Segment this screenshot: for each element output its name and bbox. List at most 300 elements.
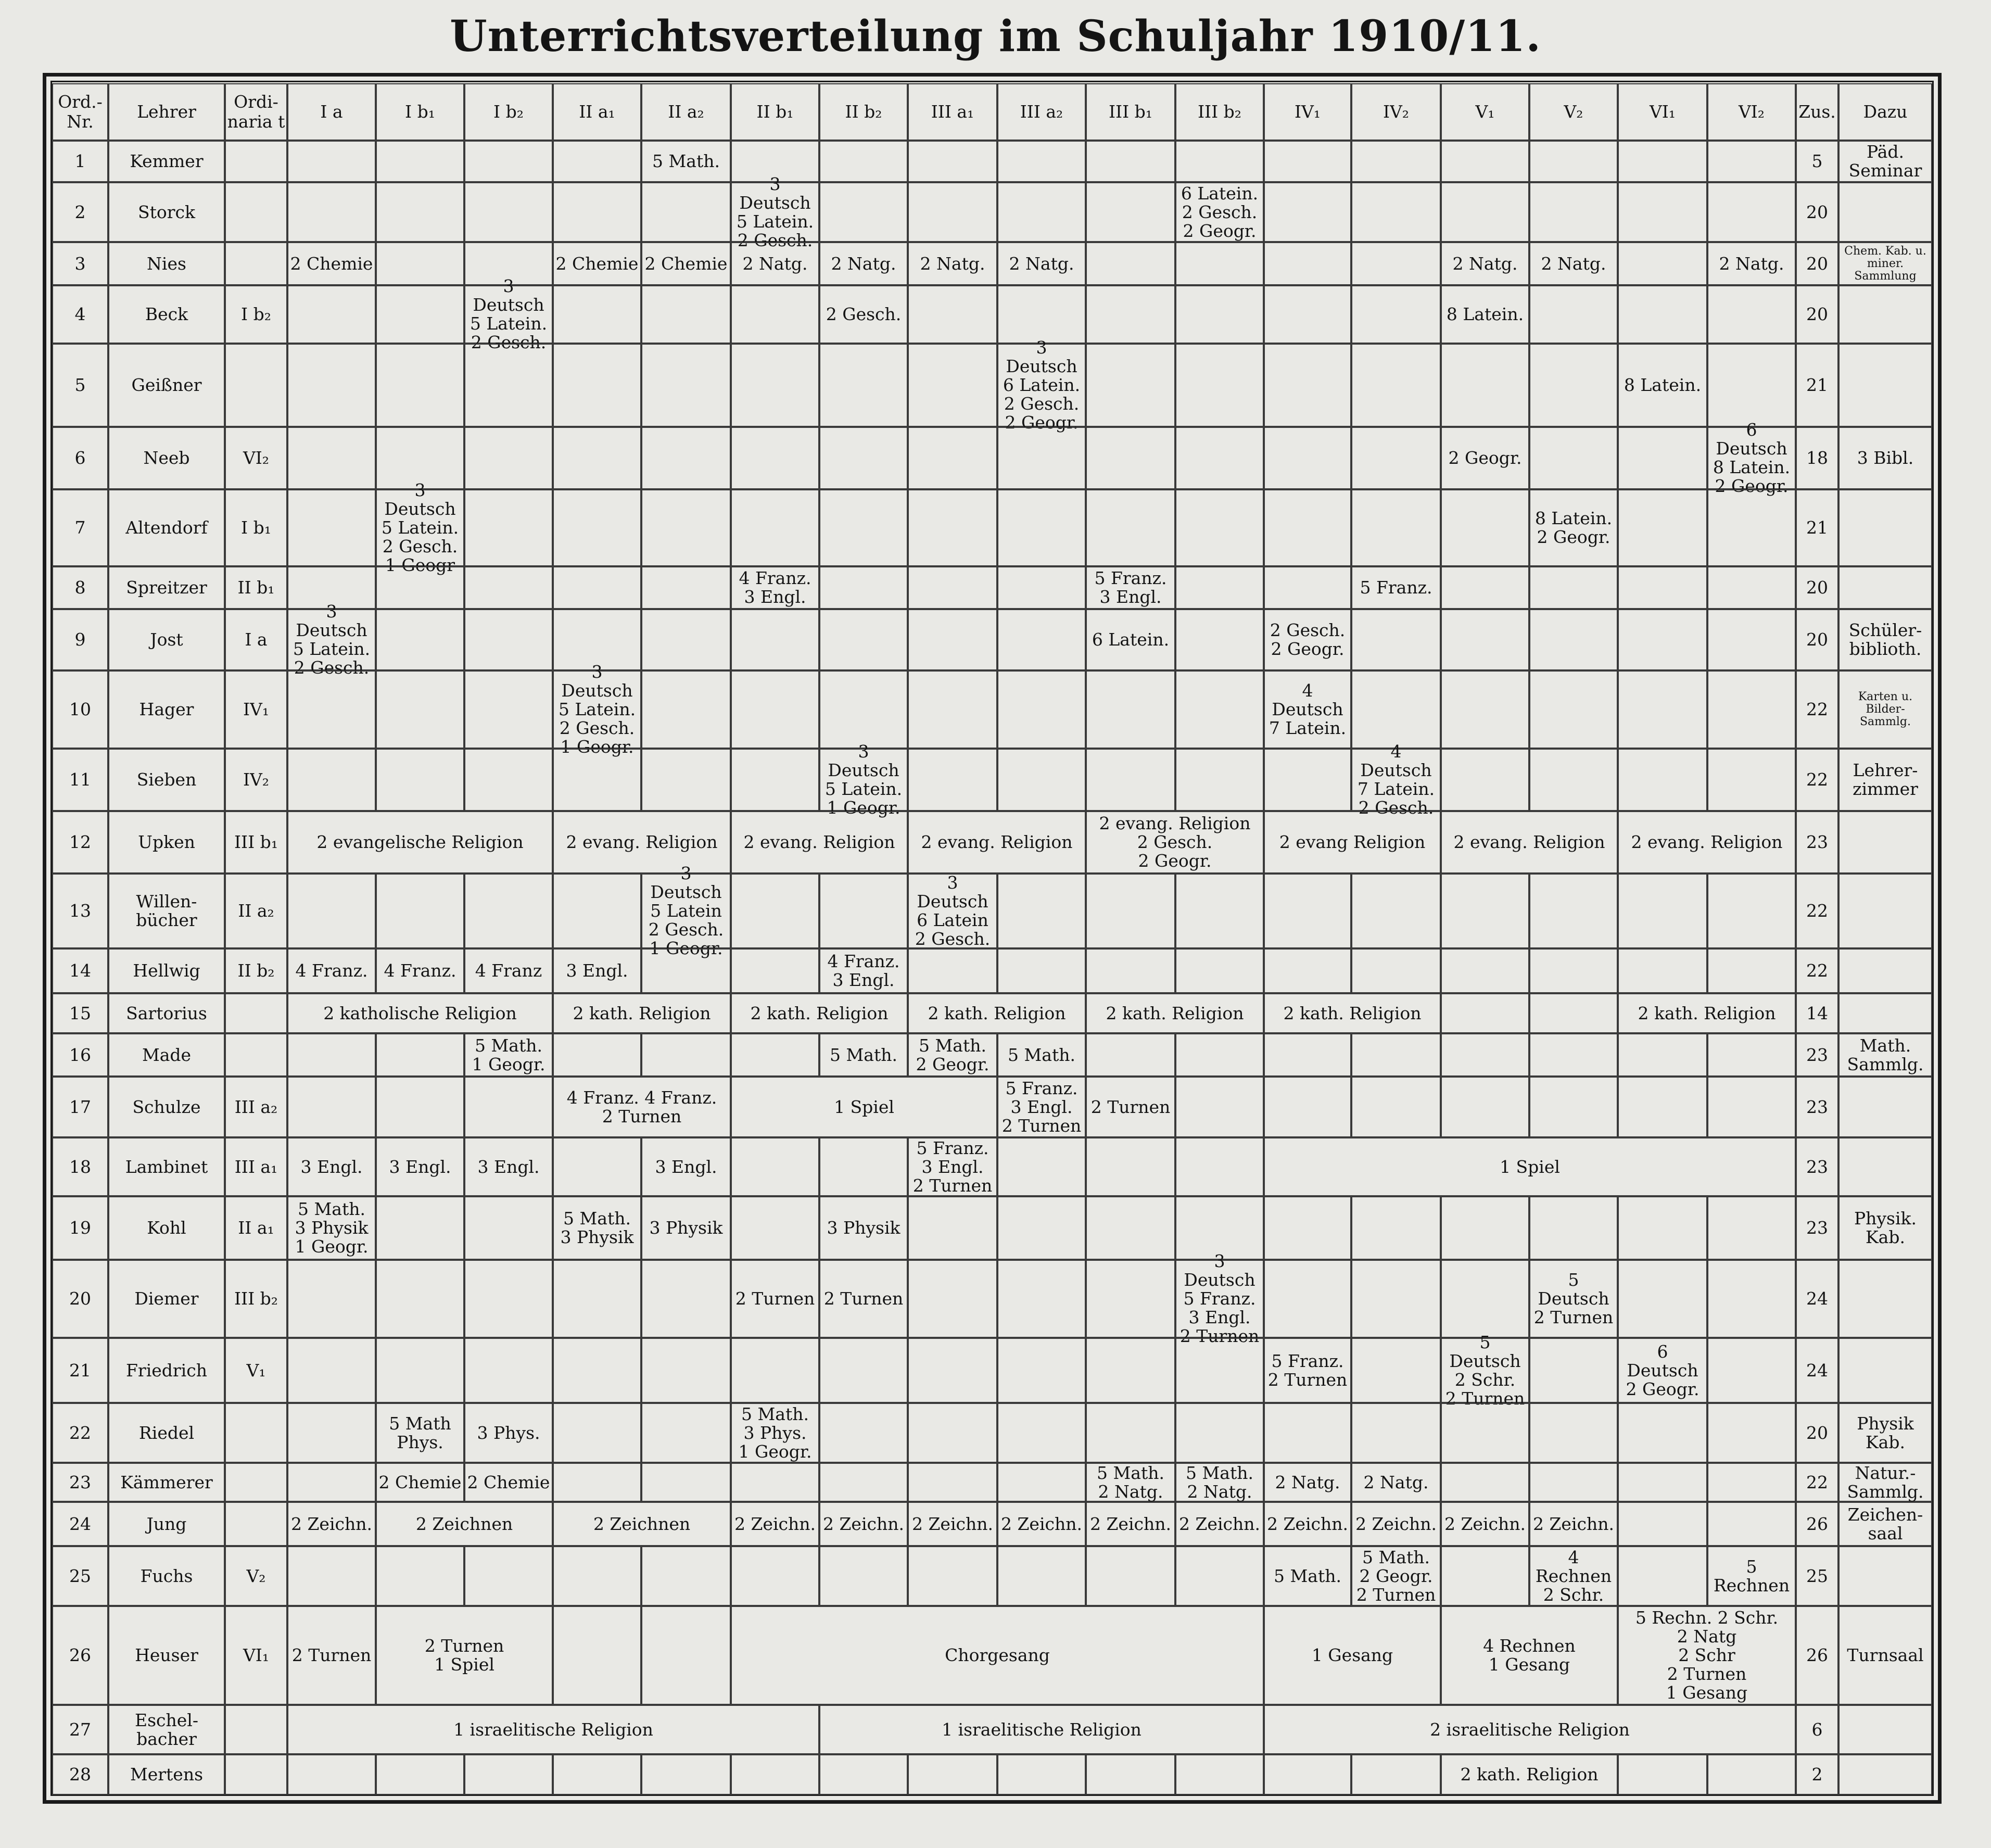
empty-cell: [1086, 489, 1175, 566]
empty-cell: [1086, 874, 1175, 948]
empty-cell: [1441, 344, 1529, 427]
empty-cell: [1707, 1338, 1796, 1403]
empty-cell: [1618, 427, 1707, 489]
empty-cell: [819, 489, 908, 566]
empty-cell: [1086, 141, 1175, 182]
row-number: 18: [52, 1137, 108, 1196]
lesson-cell: 6 Latein. 2 Gesch. 2 Geogr.: [1175, 182, 1264, 242]
ordinariat-cell: III a₁: [225, 1137, 287, 1196]
row-number: 25: [52, 1546, 108, 1606]
empty-cell: [1264, 1033, 1351, 1077]
empty-cell: [1707, 749, 1796, 811]
total-hours: 6: [1796, 1705, 1838, 1754]
empty-cell: [1086, 1338, 1175, 1403]
extra-duty: [1838, 1546, 1932, 1606]
extra-duty: Math. Sammlg.: [1838, 1033, 1932, 1077]
lesson-cell: 3 Engl.: [553, 948, 641, 993]
lesson-cell: 3 Engl.: [464, 1137, 553, 1196]
empty-cell: [376, 285, 464, 344]
lesson-cell: 3 Deutsch 5 Latein. 2 Gesch.: [464, 285, 553, 344]
empty-cell: [1175, 1403, 1264, 1463]
empty-cell: [1707, 609, 1796, 670]
empty-cell: [376, 1754, 464, 1795]
lesson-cell: 2 Zeichn.: [819, 1502, 908, 1546]
row-number: 21: [52, 1338, 108, 1403]
extra-duty: [1838, 993, 1932, 1033]
lesson-cell: 5 Math.: [1264, 1546, 1351, 1606]
empty-cell: [553, 874, 641, 948]
empty-cell: [287, 1033, 376, 1077]
lesson-cell: 2 Natg.: [1264, 1463, 1351, 1502]
empty-cell: [287, 1260, 376, 1338]
empty-cell: [908, 1754, 997, 1795]
empty-cell: [376, 344, 464, 427]
empty-cell: [1175, 285, 1264, 344]
empty-cell: [1264, 344, 1351, 427]
row-number: 10: [52, 670, 108, 749]
column-header: VI₁: [1618, 83, 1707, 141]
empty-cell: [1618, 182, 1707, 242]
empty-cell: [1441, 670, 1529, 749]
empty-cell: [641, 182, 731, 242]
empty-cell: [1618, 948, 1707, 993]
empty-cell: [1264, 874, 1351, 948]
empty-cell: [1175, 948, 1264, 993]
empty-cell: [1441, 566, 1529, 609]
lesson-cell: 2 Natg.: [1441, 242, 1529, 285]
empty-cell: [731, 948, 819, 993]
empty-cell: [1529, 427, 1618, 489]
empty-cell: [997, 670, 1086, 749]
extra-duty: Turnsaal: [1838, 1606, 1932, 1705]
ordinariat-cell: [225, 993, 287, 1033]
empty-cell: [641, 427, 731, 489]
lesson-cell: 3 Physik: [641, 1196, 731, 1260]
empty-cell: [641, 670, 731, 749]
empty-cell: [1707, 1463, 1796, 1502]
row-number: 7: [52, 489, 108, 566]
lesson-cell: 2 kath. Religion: [1086, 993, 1264, 1033]
empty-cell: [287, 1754, 376, 1795]
empty-cell: [1618, 874, 1707, 948]
lesson-cell: 1 Gesang: [1264, 1606, 1441, 1705]
empty-cell: [1618, 1403, 1707, 1463]
empty-cell: [641, 948, 731, 993]
empty-cell: [997, 874, 1086, 948]
lesson-cell: 2 Zeichnen: [376, 1502, 553, 1546]
empty-cell: [376, 1033, 464, 1077]
empty-cell: [1707, 948, 1796, 993]
lesson-cell: 2 evang Religion: [1264, 811, 1441, 874]
empty-cell: [641, 1606, 731, 1705]
empty-cell: [1441, 749, 1529, 811]
row-number: 23: [52, 1463, 108, 1502]
empty-cell: [553, 1546, 641, 1606]
empty-cell: [1441, 609, 1529, 670]
lesson-cell: 2 Zeichn.: [287, 1502, 376, 1546]
empty-cell: [1618, 749, 1707, 811]
empty-cell: [997, 489, 1086, 566]
empty-cell: [1441, 874, 1529, 948]
teacher-name: Beck: [108, 285, 225, 344]
lesson-cell: 3 Deutsch 6 Latein. 2 Gesch. 2 Geogr.: [997, 344, 1086, 427]
row-number: 13: [52, 874, 108, 948]
row-number: 9: [52, 609, 108, 670]
empty-cell: [1707, 285, 1796, 344]
empty-cell: [1175, 1196, 1264, 1260]
empty-cell: [819, 1546, 908, 1606]
empty-cell: [1351, 1077, 1441, 1137]
lesson-cell: 2 Gesch.: [819, 285, 908, 344]
empty-cell: [464, 141, 553, 182]
empty-cell: [908, 182, 997, 242]
teacher-name: Lambinet: [108, 1137, 225, 1196]
column-header: Dazu: [1838, 83, 1932, 141]
empty-cell: [1707, 670, 1796, 749]
lesson-cell: 5 Math.: [997, 1033, 1086, 1077]
total-hours: 23: [1796, 1137, 1838, 1196]
lesson-cell: 4 Deutsch 7 Latein. 2 Gesch.: [1351, 749, 1441, 811]
teacher-name: Jost: [108, 609, 225, 670]
empty-cell: [553, 1338, 641, 1403]
row-number: 26: [52, 1606, 108, 1705]
empty-cell: [997, 182, 1086, 242]
lesson-cell: 2 evang. Religion: [908, 811, 1086, 874]
teacher-name: Storck: [108, 182, 225, 242]
extra-duty: [1838, 874, 1932, 948]
total-hours: 20: [1796, 182, 1838, 242]
extra-duty: Natur.- Sammlg.: [1838, 1463, 1932, 1502]
total-hours: 22: [1796, 948, 1838, 993]
lesson-cell: 4 Franz. 3 Engl.: [819, 948, 908, 993]
empty-cell: [1086, 182, 1175, 242]
empty-cell: [1086, 1137, 1175, 1196]
total-hours: 22: [1796, 1463, 1838, 1502]
empty-cell: [1529, 993, 1618, 1033]
total-hours: 26: [1796, 1606, 1838, 1705]
lesson-cell: 2 Geogr.: [1441, 427, 1529, 489]
lesson-cell: 2 Zeichn.: [1175, 1502, 1264, 1546]
empty-cell: [1264, 948, 1351, 993]
lesson-cell: 2 Zeichn.: [908, 1502, 997, 1546]
lesson-cell: 5 Math Phys.: [376, 1403, 464, 1463]
empty-cell: [464, 182, 553, 242]
empty-cell: [908, 141, 997, 182]
empty-cell: [1351, 489, 1441, 566]
empty-cell: [1351, 670, 1441, 749]
lesson-cell: 2 Zeichn.: [731, 1502, 819, 1546]
column-header: I b₂: [464, 83, 553, 141]
lesson-cell: 4 Franz.: [376, 948, 464, 993]
lesson-cell: 2 kath. Religion: [1441, 1754, 1618, 1795]
empty-cell: [1529, 1196, 1618, 1260]
empty-cell: [731, 344, 819, 427]
extra-duty: Physik Kab.: [1838, 1403, 1932, 1463]
row-number: 19: [52, 1196, 108, 1260]
lesson-cell: 5 Math. 2 Natg.: [1086, 1463, 1175, 1502]
empty-cell: [908, 749, 997, 811]
teacher-name: Willen- bücher: [108, 874, 225, 948]
ordinariat-cell: [225, 182, 287, 242]
empty-cell: [1175, 489, 1264, 566]
lesson-cell: 3 Deutsch 5 Latein. 2 Gesch.: [731, 182, 819, 242]
lesson-cell: 2 Turnen: [819, 1260, 908, 1338]
empty-cell: [376, 874, 464, 948]
empty-cell: [1175, 670, 1264, 749]
empty-cell: [997, 1754, 1086, 1795]
lesson-cell: 5 Math. 3 Physik 1 Geogr.: [287, 1196, 376, 1260]
lesson-cell: 2 Zeichn.: [1086, 1502, 1175, 1546]
empty-cell: [1441, 1546, 1529, 1606]
ordinariat-cell: III b₁: [225, 811, 287, 874]
empty-cell: [464, 344, 553, 427]
empty-cell: [1618, 566, 1707, 609]
extra-duty: Zeichen- saal: [1838, 1502, 1932, 1546]
teacher-name: Eschel- bacher: [108, 1705, 225, 1754]
empty-cell: [641, 566, 731, 609]
lesson-cell: 4 Franz. 4 Franz. 2 Turnen: [553, 1077, 731, 1137]
page-title: Unterrichtsverteilung im Schuljahr 1910/11.: [450, 11, 1541, 61]
row-number: 1: [52, 141, 108, 182]
empty-cell: [997, 1403, 1086, 1463]
empty-cell: [1529, 182, 1618, 242]
extra-duty: Schüler- biblioth.: [1838, 609, 1932, 670]
empty-cell: [1175, 1338, 1264, 1403]
empty-cell: [641, 344, 731, 427]
empty-cell: [1618, 489, 1707, 566]
empty-cell: [819, 427, 908, 489]
lesson-cell: 5 Math. 2 Geogr.: [908, 1033, 997, 1077]
lesson-cell: 2 evangelische Religion: [287, 811, 553, 874]
teacher-name: Diemer: [108, 1260, 225, 1338]
empty-cell: [287, 1077, 376, 1137]
lesson-cell: 4 Rechnen 2 Schr.: [1529, 1546, 1618, 1606]
column-header: II b₁: [731, 83, 819, 141]
empty-cell: [553, 749, 641, 811]
column-header: Ordi- naria t: [225, 83, 287, 141]
empty-cell: [1441, 1403, 1529, 1463]
extra-duty: [1838, 1260, 1932, 1338]
empty-cell: [908, 344, 997, 427]
empty-cell: [287, 427, 376, 489]
empty-cell: [1529, 670, 1618, 749]
empty-cell: [1618, 1077, 1707, 1137]
empty-cell: [1441, 993, 1529, 1033]
empty-cell: [641, 1403, 731, 1463]
lesson-cell: 5 Rechnen: [1707, 1546, 1796, 1606]
column-header: IV₂: [1351, 83, 1441, 141]
total-hours: 24: [1796, 1338, 1838, 1403]
empty-cell: [819, 1754, 908, 1795]
lesson-cell: 1 Spiel: [1264, 1137, 1796, 1196]
total-hours: 25: [1796, 1546, 1838, 1606]
empty-cell: [1264, 1754, 1351, 1795]
empty-cell: [376, 670, 464, 749]
empty-cell: [376, 749, 464, 811]
teacher-name: Spreitzer: [108, 566, 225, 609]
lesson-cell: 2 Natg.: [1707, 242, 1796, 285]
lesson-cell: 2 Zeichn.: [1529, 1502, 1618, 1546]
empty-cell: [287, 749, 376, 811]
lesson-cell: 8 Latein.: [1441, 285, 1529, 344]
row-number: 24: [52, 1502, 108, 1546]
extra-duty: 3 Bibl.: [1838, 427, 1932, 489]
ordinariat-cell: II b₁: [225, 566, 287, 609]
extra-duty: Chem. Kab. u. miner. Sammlung: [1838, 242, 1932, 285]
empty-cell: [464, 489, 553, 566]
lesson-cell: 2 Chemie: [464, 1463, 553, 1502]
lesson-cell: 2 Turnen: [287, 1606, 376, 1705]
empty-cell: [553, 489, 641, 566]
ordinariat-cell: [225, 1403, 287, 1463]
total-hours: 22: [1796, 749, 1838, 811]
empty-cell: [553, 1260, 641, 1338]
lesson-cell: 5 Math. 1 Geogr.: [464, 1033, 553, 1077]
ordinariat-cell: [225, 1463, 287, 1502]
empty-cell: [641, 285, 731, 344]
empty-cell: [908, 1546, 997, 1606]
lesson-cell: 2 Chemie: [641, 242, 731, 285]
empty-cell: [819, 1403, 908, 1463]
empty-cell: [1086, 242, 1175, 285]
row-number: 28: [52, 1754, 108, 1795]
lesson-cell: 2 Turnen 1 Spiel: [376, 1606, 553, 1705]
lesson-cell: 3 Deutsch 5 Franz. 3 Engl. 2 Turnen: [1175, 1260, 1264, 1338]
total-hours: 2: [1796, 1754, 1838, 1795]
lesson-cell: 6 Deutsch 8 Latein. 2 Geogr.: [1707, 427, 1796, 489]
empty-cell: [1707, 141, 1796, 182]
empty-cell: [731, 427, 819, 489]
empty-cell: [1351, 1403, 1441, 1463]
empty-cell: [819, 141, 908, 182]
ordinariat-cell: III b₂: [225, 1260, 287, 1338]
empty-cell: [1175, 1754, 1264, 1795]
empty-cell: [1086, 1546, 1175, 1606]
empty-cell: [376, 1077, 464, 1137]
lesson-cell: 2 Turnen: [731, 1260, 819, 1338]
empty-cell: [464, 609, 553, 670]
empty-cell: [1707, 182, 1796, 242]
empty-cell: [997, 1196, 1086, 1260]
empty-cell: [997, 1338, 1086, 1403]
total-hours: 20: [1796, 609, 1838, 670]
teacher-name: Hellwig: [108, 948, 225, 993]
empty-cell: [997, 427, 1086, 489]
empty-cell: [1529, 1338, 1618, 1403]
empty-cell: [641, 489, 731, 566]
empty-cell: [464, 1754, 553, 1795]
lesson-cell: 5 Franz.: [1351, 566, 1441, 609]
lesson-cell: 2 evang. Religion: [1441, 811, 1618, 874]
lesson-cell: 2 evang. Religion 2 Gesch. 2 Geogr.: [1086, 811, 1264, 874]
empty-cell: [1618, 609, 1707, 670]
empty-cell: [1175, 566, 1264, 609]
total-hours: 5: [1796, 141, 1838, 182]
empty-cell: [1351, 1754, 1441, 1795]
lesson-cell: 2 kath. Religion: [553, 993, 731, 1033]
lesson-cell: 5 Deutsch 2 Schr. 2 Turnen: [1441, 1338, 1529, 1403]
empty-cell: [1351, 1196, 1441, 1260]
lesson-cell: 3 Deutsch 5 Latein. 2 Gesch. 1 Geogr: [376, 489, 464, 566]
empty-cell: [1351, 182, 1441, 242]
empty-cell: [908, 427, 997, 489]
row-number: 20: [52, 1260, 108, 1338]
empty-cell: [1351, 609, 1441, 670]
empty-cell: [908, 489, 997, 566]
empty-cell: [1529, 566, 1618, 609]
empty-cell: [1707, 874, 1796, 948]
empty-cell: [1175, 749, 1264, 811]
empty-cell: [1086, 285, 1175, 344]
extra-duty: [1838, 285, 1932, 344]
lesson-cell: 4 Franz.: [287, 948, 376, 993]
empty-cell: [908, 285, 997, 344]
empty-cell: [287, 1546, 376, 1606]
teacher-name: Friedrich: [108, 1338, 225, 1403]
lesson-cell: 3 Deutsch 5 Latein 2 Gesch. 1 Geogr.: [641, 874, 731, 948]
lesson-cell: 1 Spiel: [731, 1077, 997, 1137]
empty-cell: [1351, 344, 1441, 427]
empty-cell: [731, 609, 819, 670]
empty-cell: [819, 344, 908, 427]
empty-cell: [464, 1260, 553, 1338]
empty-cell: [731, 1463, 819, 1502]
empty-cell: [1707, 344, 1796, 427]
empty-cell: [376, 242, 464, 285]
row-number: 12: [52, 811, 108, 874]
lesson-cell: 2 Chemie: [287, 242, 376, 285]
teacher-name: Altendorf: [108, 489, 225, 566]
lesson-cell: 5 Rechn. 2 Schr. 2 Natg 2 Schr 2 Turnen 1 Gesang: [1618, 1606, 1796, 1705]
extra-duty: [1838, 1338, 1932, 1403]
lesson-cell: 5 Math. 3 Physik: [553, 1196, 641, 1260]
empty-cell: [376, 182, 464, 242]
empty-cell: [1707, 1196, 1796, 1260]
empty-cell: [997, 141, 1086, 182]
teacher-name: Heuser: [108, 1606, 225, 1705]
column-header: III b₁: [1086, 83, 1175, 141]
ordinariat-cell: III a₂: [225, 1077, 287, 1137]
empty-cell: [1086, 749, 1175, 811]
empty-cell: [1618, 1546, 1707, 1606]
row-number: 5: [52, 344, 108, 427]
ordinariat-cell: [225, 344, 287, 427]
ordinariat-cell: VI₁: [225, 1606, 287, 1705]
lesson-cell: 5 Franz. 2 Turnen: [1264, 1338, 1351, 1403]
teacher-name: Hager: [108, 670, 225, 749]
lesson-cell: 2 Natg.: [1529, 242, 1618, 285]
empty-cell: [1441, 1260, 1529, 1338]
total-hours: 14: [1796, 993, 1838, 1033]
total-hours: 26: [1796, 1502, 1838, 1546]
empty-cell: [1707, 489, 1796, 566]
lesson-cell: Chorgesang: [731, 1606, 1264, 1705]
empty-cell: [1441, 182, 1529, 242]
lesson-cell: 8 Latein.: [1618, 344, 1707, 427]
lesson-cell: 3 Deutsch 5 Latein. 2 Gesch.: [287, 609, 376, 670]
empty-cell: [553, 182, 641, 242]
empty-cell: [1351, 427, 1441, 489]
empty-cell: [464, 1196, 553, 1260]
column-header: VI₂: [1707, 83, 1796, 141]
empty-cell: [1707, 1260, 1796, 1338]
empty-cell: [1351, 1338, 1441, 1403]
empty-cell: [1441, 1196, 1529, 1260]
empty-cell: [1086, 427, 1175, 489]
lesson-cell: 2 Gesch. 2 Geogr.: [1264, 609, 1351, 670]
empty-cell: [1264, 182, 1351, 242]
empty-cell: [376, 609, 464, 670]
